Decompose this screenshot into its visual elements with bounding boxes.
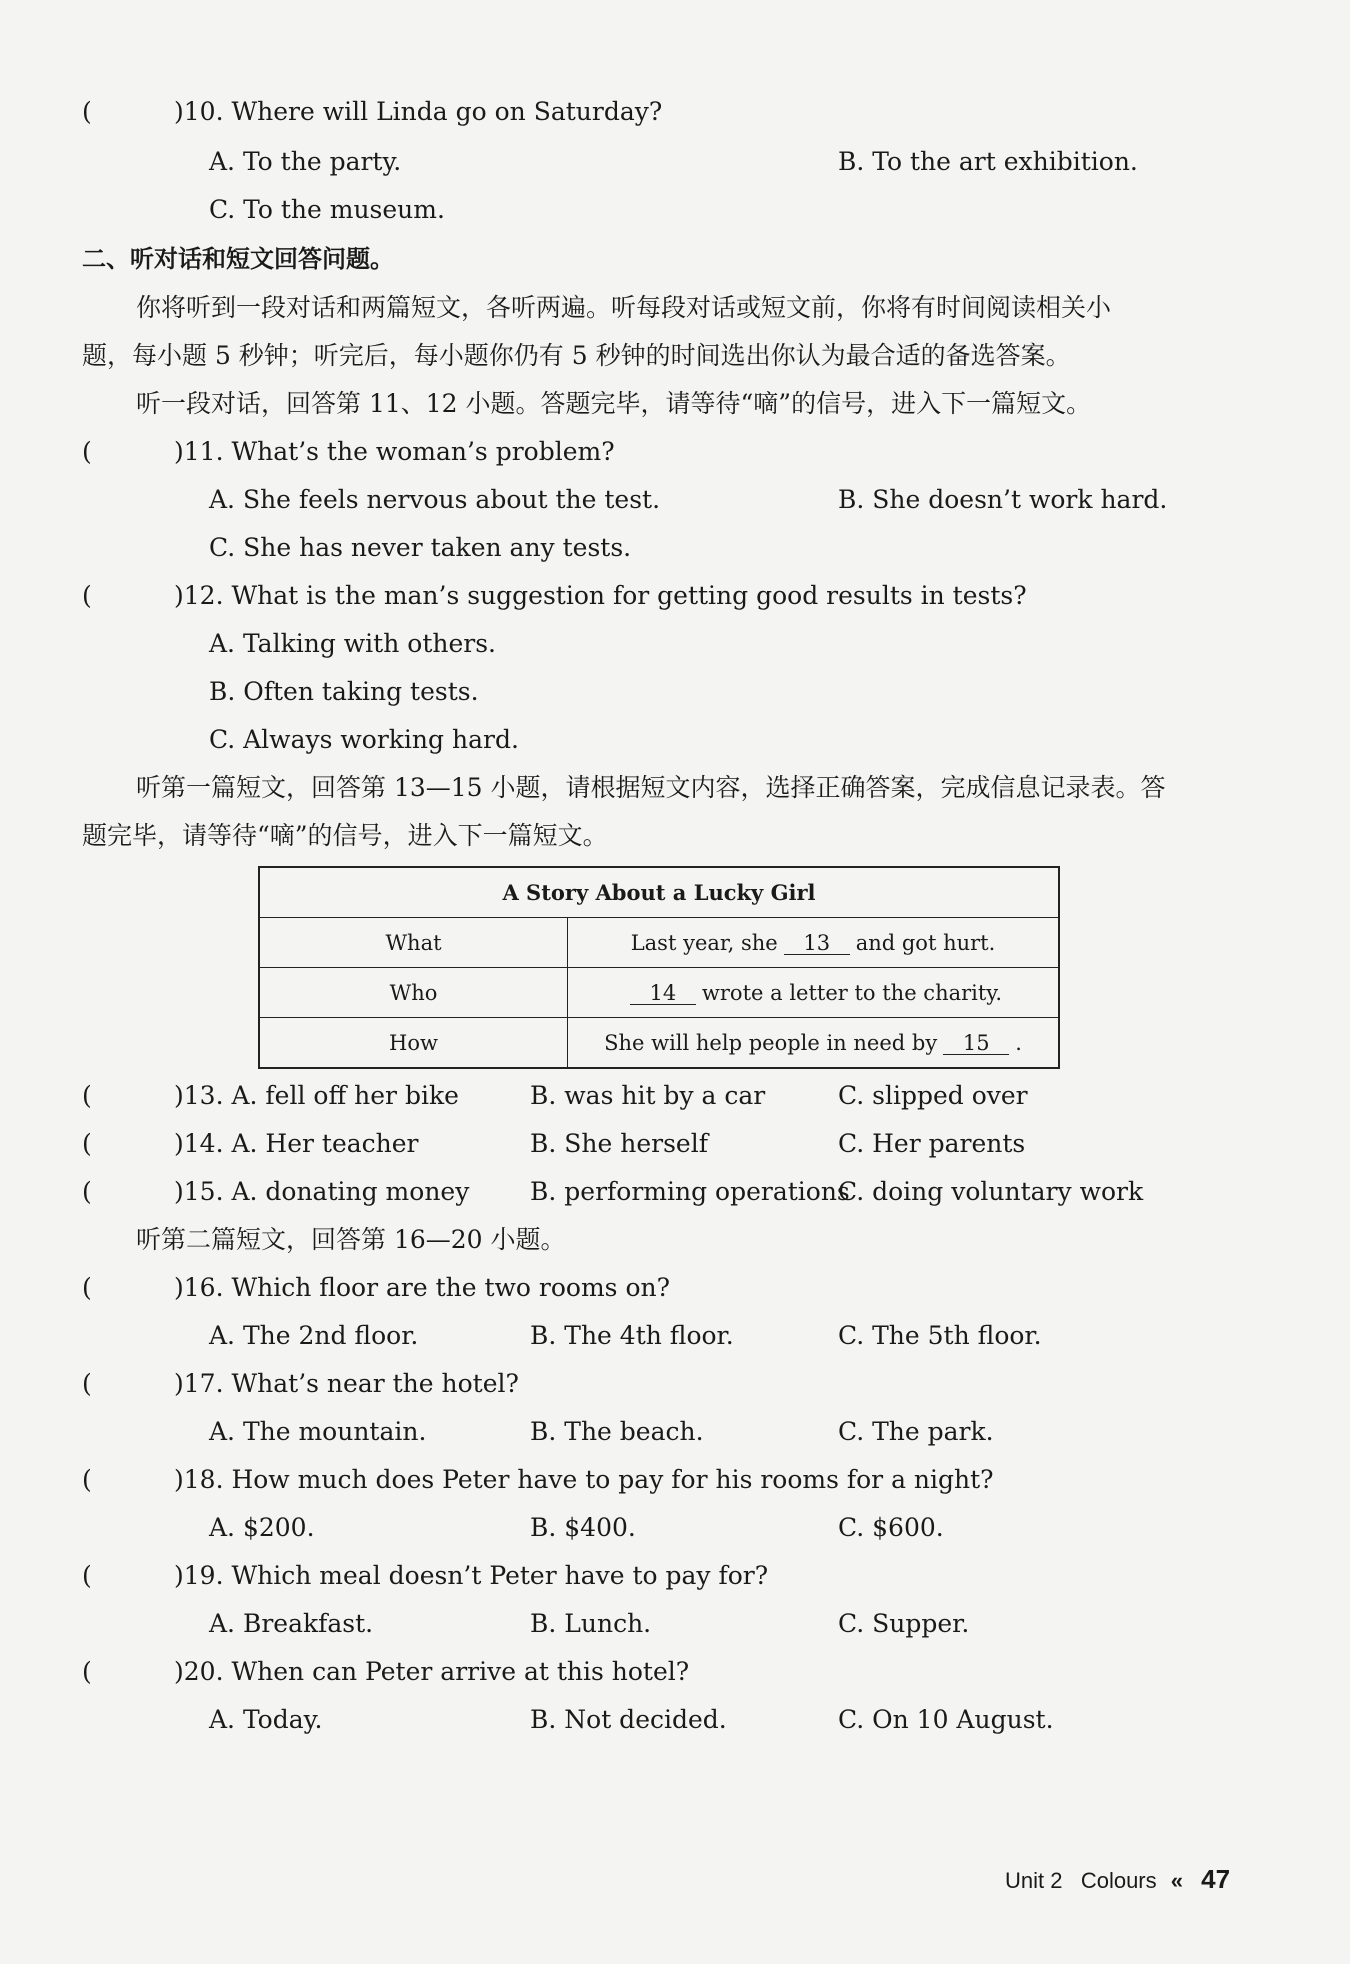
question-stem: )14. A. Her teacher [174, 1129, 419, 1158]
option-b: B. Often taking tests. [209, 677, 479, 706]
fill-blank: 13 [784, 932, 850, 955]
row-text-post: . [1015, 1030, 1022, 1055]
option-c: C. To the museum. [209, 195, 445, 224]
answer-paren: ( [82, 1369, 92, 1398]
option-b: B. She herself [530, 1129, 708, 1158]
question-stem: )12. What is the man’s suggestion for getting good results in tests? [174, 581, 1027, 610]
row-text-post: and got hurt. [855, 930, 996, 955]
option-b: B. The 4th floor. [530, 1321, 734, 1350]
question-stem: )15. A. donating money [174, 1177, 470, 1206]
answer-paren: ( [82, 1177, 92, 1206]
question-17 [82, 1368, 519, 1400]
question-stem: )11. What’s the woman’s problem? [174, 437, 615, 466]
unit-label: Unit 2 [1005, 1868, 1063, 1893]
answer-paren: ( [82, 437, 92, 466]
section-title: 二、听对话和短文回答问题。 [82, 245, 394, 273]
page-footer [1005, 1864, 1230, 1895]
option-a: A. The 2nd floor. [209, 1321, 419, 1350]
question-stem: )20. When can Peter arrive at this hotel? [174, 1657, 690, 1686]
question-13 [82, 1080, 459, 1112]
row-text-pre: She will help people in need by [604, 1030, 938, 1055]
question-14 [82, 1128, 419, 1160]
option-c: C. slipped over [838, 1081, 1028, 1110]
row-label: How [259, 1018, 568, 1069]
unit-title: Colours [1080, 1868, 1157, 1893]
info-record-table [258, 866, 1060, 1069]
question-10 [82, 96, 662, 128]
option-b: B. The beach. [530, 1417, 704, 1446]
question-15 [82, 1176, 469, 1208]
answer-paren: ( [82, 1273, 92, 1302]
fill-blank: 15 [943, 1032, 1009, 1055]
option-a: A. Breakfast. [209, 1609, 374, 1638]
option-a: A. She feels nervous about the test. [209, 485, 661, 514]
option-a: A. $200. [209, 1513, 315, 1542]
option-c: C. doing voluntary work [838, 1177, 1144, 1206]
question-stem: )13. A. fell off her bike [174, 1081, 459, 1110]
question-18 [82, 1464, 994, 1496]
option-b: B. To the art exhibition. [838, 147, 1138, 176]
fill-blank: 14 [630, 982, 696, 1005]
option-a: A. Today. [209, 1705, 323, 1734]
row-content [568, 968, 1060, 1018]
row-label: Who [259, 968, 568, 1018]
option-b: B. Lunch. [530, 1609, 652, 1638]
question-stem: )18. How much does Peter have to pay for his rooms for a night? [174, 1465, 994, 1494]
question-stem: )17. What’s near the hotel? [174, 1369, 519, 1398]
section-intro-line1: 你将听到一段对话和两篇短文，各听两遍。听每段对话或短文前，你将有时间阅读相关小 [136, 293, 1112, 322]
option-c: C. The park. [838, 1417, 994, 1446]
question-19 [82, 1560, 768, 1592]
answer-paren: ( [82, 97, 92, 126]
option-b: B. performing operations [530, 1177, 850, 1206]
row-label: What [259, 918, 568, 968]
question-12 [82, 580, 1027, 612]
table-title: A Story About a Lucky Girl [259, 867, 1059, 918]
row-text-pre: Last year, she [630, 930, 778, 955]
option-c: C. Always working hard. [209, 725, 519, 754]
row-content [568, 1018, 1060, 1069]
page-number: 47 [1201, 1864, 1231, 1894]
dialog-intro: 听一段对话，回答第 11、12 小题。答题完毕，请等待“嘀”的信号，进入下一篇短文。 [136, 389, 1092, 418]
question-16 [82, 1272, 670, 1304]
option-c: C. She has never taken any tests. [209, 533, 632, 562]
option-c: C. $600. [838, 1513, 944, 1542]
table-row [259, 968, 1059, 1018]
table-row [259, 1018, 1059, 1069]
option-a: A. To the party. [209, 147, 402, 176]
option-a: A. The mountain. [209, 1417, 427, 1446]
row-content [568, 918, 1060, 968]
question-stem: )16. Which floor are the two rooms on? [174, 1273, 670, 1302]
question-stem: )19. Which meal doesn’t Peter have to pay for? [174, 1561, 769, 1590]
passage1-intro-line1: 听第一篇短文，回答第 13—15 小题，请根据短文内容，选择正确答案，完成信息记录表。答 [136, 773, 1166, 802]
option-b: B. $400. [530, 1513, 636, 1542]
passage1-intro-line2: 题完毕，请等待“嘀”的信号，进入下一篇短文。 [82, 821, 608, 850]
answer-paren: ( [82, 1465, 92, 1494]
answer-paren: ( [82, 1081, 92, 1110]
answer-paren: ( [82, 1657, 92, 1686]
option-c: C. On 10 August. [838, 1705, 1054, 1734]
question-20 [82, 1656, 689, 1688]
option-b: B. She doesn’t work hard. [838, 485, 1168, 514]
passage2-intro: 听第二篇短文，回答第 16—20 小题。 [136, 1225, 566, 1254]
answer-paren: ( [82, 1561, 92, 1590]
option-b: B. Not decided. [530, 1705, 727, 1734]
chevron-left-icon: « [1170, 1868, 1184, 1893]
option-a: A. Talking with others. [209, 629, 496, 658]
table-row [259, 918, 1059, 968]
option-b: B. was hit by a car [530, 1081, 766, 1110]
option-c: C. Her parents [838, 1129, 1026, 1158]
section-intro-line2: 题，每小题 5 秒钟；听完后，每小题你仍有 5 秒钟的时间选出你认为最合适的备选答案。 [82, 341, 1071, 370]
answer-paren: ( [82, 581, 92, 610]
question-stem: )10. Where will Linda go on Saturday? [174, 97, 663, 126]
question-11 [82, 436, 615, 468]
answer-paren: ( [82, 1129, 92, 1158]
row-text-post: wrote a letter to the charity. [701, 980, 1003, 1005]
option-c: C. The 5th floor. [838, 1321, 1042, 1350]
option-c: C. Supper. [838, 1609, 970, 1638]
